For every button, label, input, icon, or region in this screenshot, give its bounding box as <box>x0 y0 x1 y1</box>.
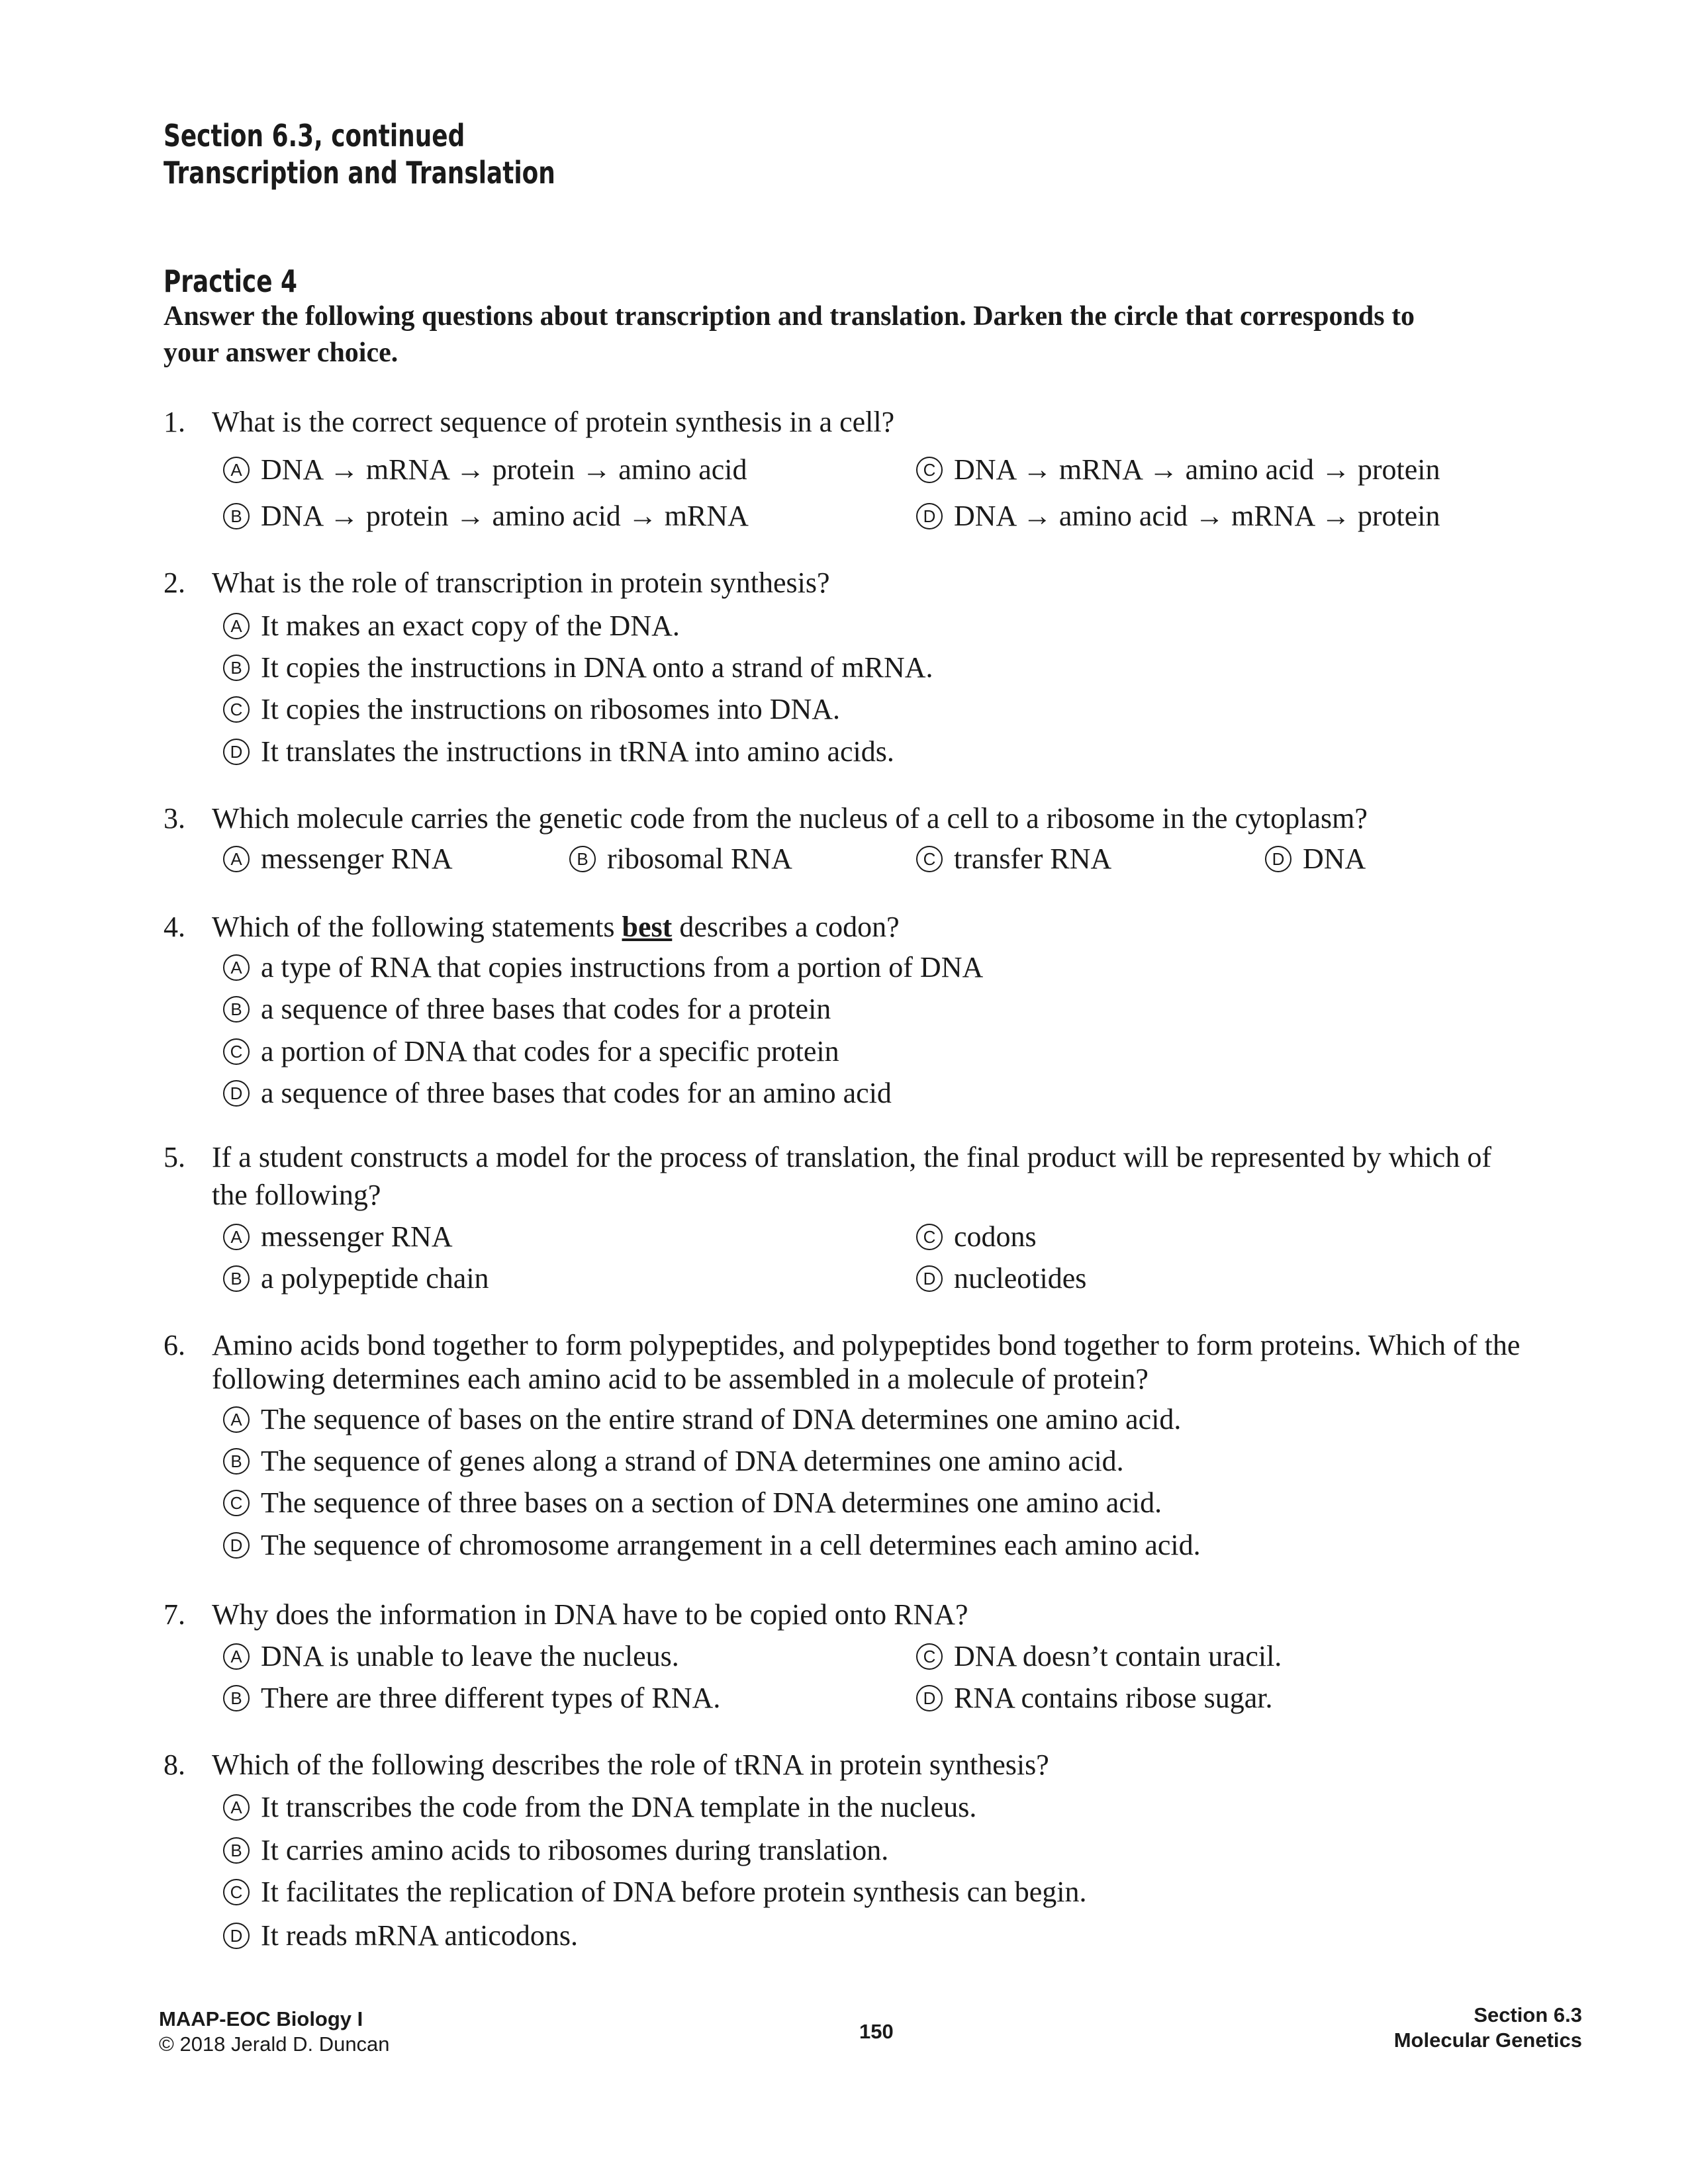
question-number: 7. <box>164 1598 185 1631</box>
answer-bubble[interactable]: B <box>223 1685 250 1711</box>
question-text: the following? <box>212 1179 381 1211</box>
question-5-option-b[interactable] <box>223 1260 489 1297</box>
question-text: If a student constructs a model for the process of translation, the final product will be represented by which of <box>212 1141 1491 1173</box>
question-1-option-a[interactable] <box>223 451 747 488</box>
question-4-option-c[interactable] <box>223 1033 839 1070</box>
answer-bubble[interactable]: C <box>916 1643 943 1670</box>
question-2-option-d[interactable] <box>223 733 894 770</box>
page-number: 150 <box>859 2020 894 2043</box>
question-text <box>212 909 900 946</box>
footer-copyright: © 2018 Jerald D. Duncan <box>159 2032 390 2056</box>
question-8-option-c[interactable] <box>223 1874 1087 1911</box>
answer-bubble[interactable]: D <box>916 1685 943 1711</box>
answer-bubble[interactable]: C <box>916 846 943 872</box>
answer-bubble[interactable]: D <box>1265 846 1291 872</box>
answer-bubble[interactable]: C <box>223 696 250 723</box>
question-number: 1. <box>164 406 185 438</box>
answer-bubble[interactable]: C <box>223 1038 250 1065</box>
practice-title: Practice 4 <box>164 263 297 299</box>
answer-bubble[interactable]: D <box>916 1265 943 1292</box>
question-5-option-a[interactable] <box>223 1218 453 1255</box>
answer-bubble[interactable]: B <box>223 1837 250 1864</box>
answer-bubble[interactable]: A <box>223 1406 250 1433</box>
answer-bubble[interactable]: B <box>223 1448 250 1475</box>
answer-bubble[interactable]: C <box>223 1490 250 1516</box>
question-number: 2. <box>164 567 185 599</box>
question-7-option-c[interactable] <box>916 1638 1282 1675</box>
option-text: DNA <box>1303 842 1366 875</box>
question-text: Amino acids bond together to form polypeptides, and polypeptides bond together to form proteins. Which of the <box>212 1329 1521 1361</box>
answer-bubble[interactable]: C <box>223 1879 250 1905</box>
question-5-option-d[interactable] <box>916 1260 1086 1297</box>
option-text: a type of RNA that copies instructions from a portion of DNA <box>261 951 984 983</box>
answer-bubble[interactable]: A <box>223 954 250 981</box>
question-number: 8. <box>164 1749 185 1781</box>
option-text: The sequence of three bases on a section of DNA determines one amino acid. <box>261 1486 1162 1519</box>
option-text: a portion of DNA that codes for a specific protein <box>261 1035 839 1068</box>
option-text: messenger RNA <box>261 1220 453 1253</box>
question-number: 6. <box>164 1329 185 1361</box>
question-text-part: Which of the following statements <box>212 911 622 943</box>
answer-bubble[interactable]: A <box>223 1643 250 1670</box>
answer-bubble[interactable]: A <box>223 457 250 483</box>
answer-bubble[interactable]: B <box>223 655 250 681</box>
emphasized-word: best <box>622 911 673 943</box>
option-text: codons <box>954 1220 1037 1253</box>
question-6-option-d[interactable] <box>223 1527 1201 1564</box>
answer-bubble[interactable]: B <box>223 996 250 1023</box>
section-title: Transcription and Translation <box>164 155 555 191</box>
option-text: DNA → amino acid → mRNA → protein <box>954 500 1440 532</box>
footer-unit: Molecular Genetics <box>1393 2028 1582 2052</box>
footer-book-title: MAAP-EOC Biology I <box>159 2007 363 2030</box>
option-text: It copies the instructions in DNA onto a strand of mRNA. <box>261 651 933 684</box>
option-text: RNA contains ribose sugar. <box>954 1682 1273 1714</box>
question-number: 4. <box>164 911 185 943</box>
question-4-option-d[interactable] <box>223 1075 892 1112</box>
option-text: It translates the instructions in tRNA into amino acids. <box>261 735 894 768</box>
answer-bubble[interactable]: A <box>223 1794 250 1821</box>
question-text: What is the correct sequence of protein synthesis in a cell? <box>212 406 895 438</box>
question-6-option-a[interactable] <box>223 1401 1181 1438</box>
question-3-option-b[interactable] <box>569 841 792 878</box>
question-text: Which of the following describes the role of tRNA in protein synthesis? <box>212 1749 1049 1781</box>
question-4-option-a[interactable] <box>223 949 983 986</box>
instructions-line-2: your answer choice. <box>164 338 399 368</box>
question-6-option-b[interactable] <box>223 1443 1124 1480</box>
option-text: It copies the instructions on ribosomes into DNA. <box>261 693 841 725</box>
option-text: It carries amino acids to ribosomes during translation. <box>261 1834 889 1866</box>
option-text: DNA → mRNA → protein → amino acid <box>261 453 747 486</box>
answer-bubble[interactable]: B <box>223 1265 250 1292</box>
question-5-option-c[interactable] <box>916 1218 1037 1255</box>
question-8-option-d[interactable] <box>223 1917 578 1954</box>
option-text: ribosomal RNA <box>607 842 792 875</box>
option-text: The sequence of chromosome arrangement in a cell determines each amino acid. <box>261 1529 1201 1561</box>
question-text-part: describes a codon? <box>672 911 900 943</box>
question-6-option-c[interactable] <box>223 1484 1162 1522</box>
answer-bubble[interactable]: B <box>223 503 250 529</box>
question-7-option-b[interactable] <box>223 1680 720 1717</box>
option-text: DNA doesn’t contain uracil. <box>954 1640 1282 1672</box>
answer-bubble[interactable]: D <box>223 1080 250 1107</box>
answer-bubble[interactable]: A <box>223 613 250 639</box>
answer-bubble[interactable]: D <box>223 739 250 765</box>
answer-bubble[interactable]: A <box>223 1224 250 1250</box>
answer-bubble[interactable]: A <box>223 846 250 872</box>
option-text: It reads mRNA anticodons. <box>261 1919 579 1952</box>
question-3-option-d[interactable] <box>1265 841 1366 878</box>
question-7-option-d[interactable] <box>916 1680 1273 1717</box>
answer-bubble[interactable]: C <box>916 457 943 483</box>
option-text: It transcribes the code from the DNA template in the nucleus. <box>261 1791 977 1823</box>
answer-bubble[interactable]: B <box>569 846 596 872</box>
answer-bubble[interactable]: D <box>916 503 943 529</box>
option-text: The sequence of genes along a strand of DNA determines one amino acid. <box>261 1445 1124 1477</box>
option-text: The sequence of bases on the entire strand of DNA determines one amino acid. <box>261 1403 1182 1435</box>
question-8-option-b[interactable] <box>223 1832 888 1869</box>
question-1-option-b[interactable] <box>223 498 749 535</box>
option-text: It makes an exact copy of the DNA. <box>261 610 680 642</box>
question-3-option-c[interactable] <box>916 841 1111 878</box>
option-text: There are three different types of RNA. <box>261 1682 721 1714</box>
option-text: a sequence of three bases that codes for a protein <box>261 993 831 1025</box>
option-text: nucleotides <box>954 1262 1087 1295</box>
footer-section: Section 6.3 <box>1474 2003 1582 2026</box>
question-2-option-b[interactable] <box>223 649 933 686</box>
question-8-option-a[interactable] <box>223 1789 976 1826</box>
option-text: a polypeptide chain <box>261 1262 489 1295</box>
option-text: DNA → mRNA → amino acid → protein <box>954 453 1440 486</box>
option-text: It facilitates the replication of DNA before protein synthesis can begin. <box>261 1876 1087 1908</box>
question-1-option-c[interactable] <box>916 451 1440 488</box>
question-2-option-c[interactable] <box>223 691 840 728</box>
question-number: 3. <box>164 802 185 835</box>
instructions-line-1: Answer the following questions about transcription and translation. Darken the circle that corresponds to <box>164 301 1415 332</box>
option-text: DNA is unable to leave the nucleus. <box>261 1640 679 1672</box>
option-text: transfer RNA <box>954 842 1112 875</box>
question-text: Which molecule carries the genetic code from the nucleus of a cell to a ribosome in the cytoplasm? <box>212 802 1368 835</box>
question-number: 5. <box>164 1141 185 1173</box>
question-4-option-b[interactable] <box>223 991 831 1028</box>
answer-bubble[interactable]: D <box>223 1532 250 1559</box>
option-text: messenger RNA <box>261 842 453 875</box>
question-text: following determines each amino acid to be assembled in a molecule of protein? <box>212 1363 1149 1395</box>
question-3-option-a[interactable] <box>223 841 453 878</box>
answer-bubble[interactable]: D <box>223 1923 250 1949</box>
question-text: Why does the information in DNA have to be copied onto RNA? <box>212 1598 968 1631</box>
section-heading: Section 6.3, continued <box>164 118 465 154</box>
option-text: DNA → protein → amino acid → mRNA <box>261 500 749 532</box>
option-text: a sequence of three bases that codes for an amino acid <box>261 1077 892 1109</box>
question-text: What is the role of transcription in protein synthesis? <box>212 567 830 599</box>
question-2-option-a[interactable] <box>223 608 680 645</box>
answer-bubble[interactable]: C <box>916 1224 943 1250</box>
question-1-option-d[interactable] <box>916 498 1440 535</box>
question-7-option-a[interactable] <box>223 1638 679 1675</box>
